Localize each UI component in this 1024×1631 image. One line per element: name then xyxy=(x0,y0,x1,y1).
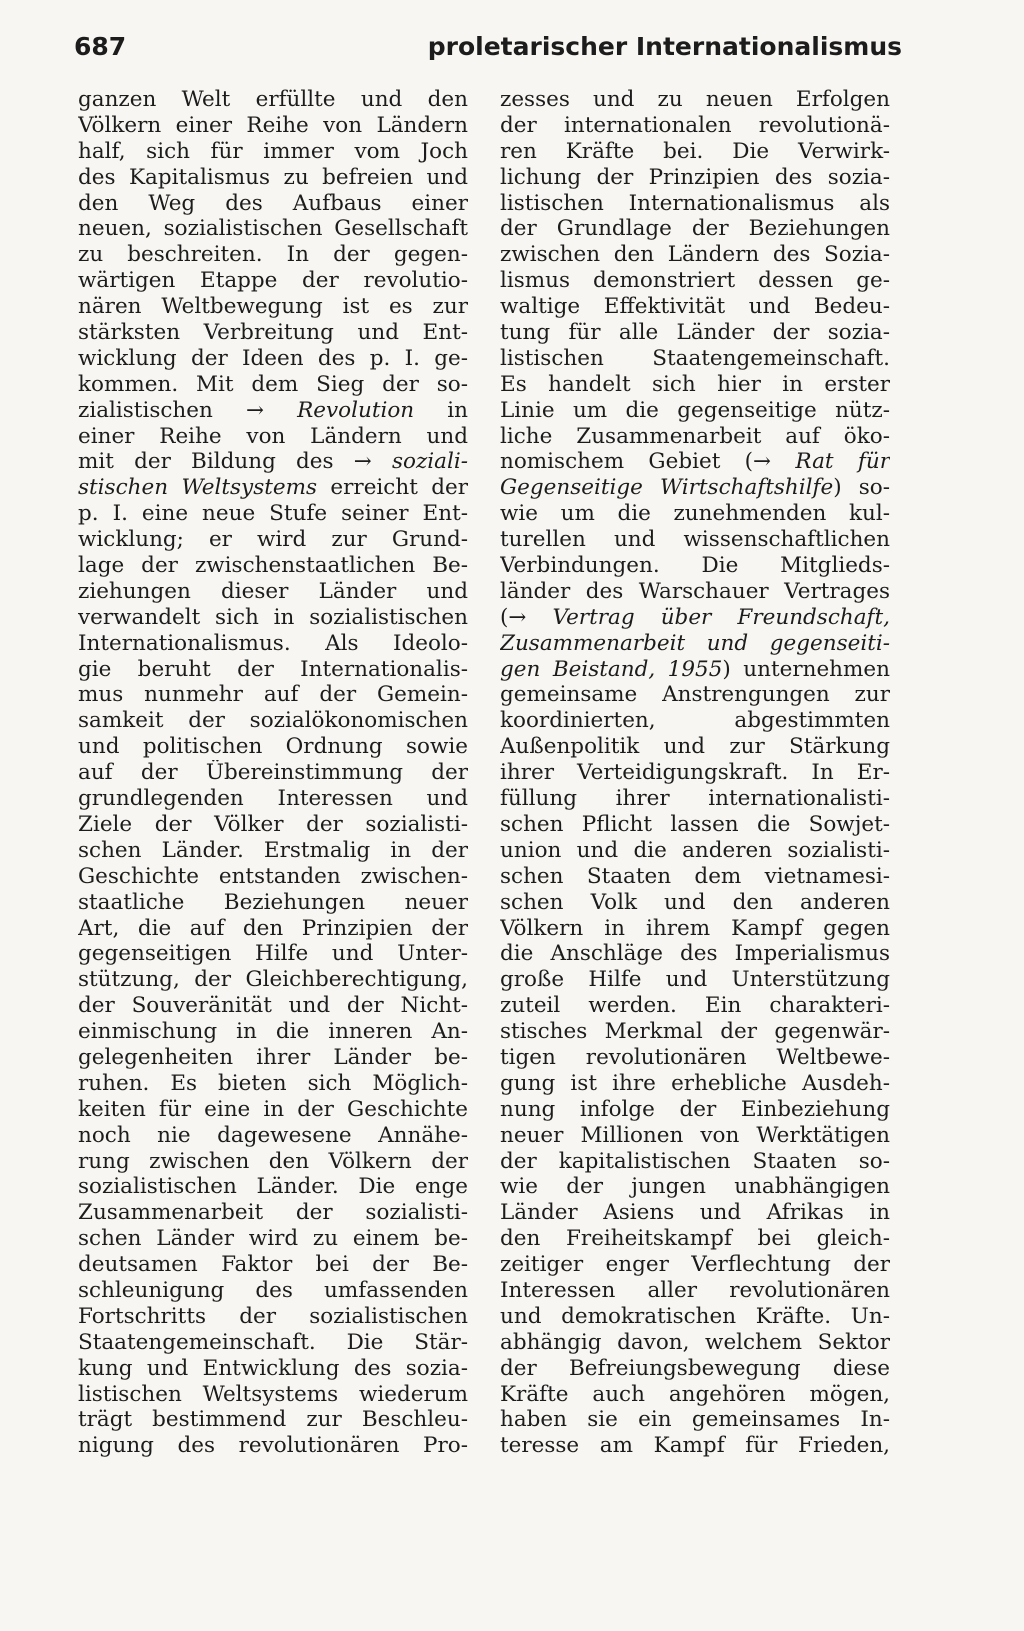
text-line xyxy=(500,553,890,579)
text-segment: listischen Weltsystems wiederum xyxy=(78,1381,468,1407)
text-line xyxy=(500,1356,890,1382)
text-segment: nären Weltbewegung ist es zur xyxy=(78,294,468,320)
text-line xyxy=(78,242,468,268)
text-segment: koordinierten, abgestimmten xyxy=(500,708,890,734)
text-segment: der Grundlage der Beziehungen xyxy=(500,216,890,242)
text-segment: lichung der Prinzipien des sozia- xyxy=(500,164,890,190)
text-line xyxy=(78,1278,468,1304)
text-line xyxy=(78,191,468,217)
text-line xyxy=(78,993,468,1019)
text-line xyxy=(78,346,468,372)
text-line xyxy=(78,1019,468,1045)
text-line xyxy=(500,165,890,191)
text-segment: schen Staaten dem vietnamesi- xyxy=(500,863,890,889)
text-segment: mus nunmehr auf der Gemein- xyxy=(78,682,468,708)
text-segment: stützung, der Gleichberechtigung, xyxy=(78,967,468,993)
text-segment: gegenseitigen Hilfe und Unter- xyxy=(78,941,468,967)
text-line xyxy=(78,838,468,864)
text-line xyxy=(500,1278,890,1304)
text-segment: rung zwischen den Völkern der xyxy=(78,1148,468,1174)
text-line xyxy=(500,398,890,424)
text-line xyxy=(78,1304,468,1330)
text-segment: zesses und zu neuen Erfolgen xyxy=(500,87,890,112)
text-line xyxy=(500,320,890,346)
text-line xyxy=(78,605,468,631)
text-line xyxy=(500,1149,890,1175)
text-line xyxy=(500,682,890,708)
text-segment: füllung ihrer internationalisti- xyxy=(500,786,890,812)
text-line xyxy=(500,424,890,450)
text-line xyxy=(500,760,890,786)
text-segment: deutsamen Faktor bei der Be- xyxy=(78,1252,468,1278)
text-line xyxy=(500,605,890,631)
text-line xyxy=(500,1019,890,1045)
text-segment: Verbindungen. Die Mitglieds- xyxy=(500,553,890,579)
cross-reference-text: stischen Weltsystems xyxy=(78,475,318,501)
text-line xyxy=(78,1045,468,1071)
text-line xyxy=(500,1252,890,1278)
text-segment: einmischung in die inneren An- xyxy=(78,1019,468,1045)
text-segment: die Anschläge des Imperialismus xyxy=(500,941,890,967)
text-segment: mit der Bildung des → xyxy=(78,449,392,475)
text-segment: Linie um die gegenseitige nütz- xyxy=(500,397,890,423)
text-line xyxy=(78,890,468,916)
cross-reference-text: Rat für xyxy=(795,449,890,475)
text-segment: schleunigung des umfassenden xyxy=(78,1277,468,1303)
text-line xyxy=(78,1123,468,1149)
text-segment: des Kapitalismus zu befreien und xyxy=(78,164,468,190)
text-line xyxy=(78,268,468,294)
text-line xyxy=(500,1200,890,1226)
text-segment: Völkern in ihrem Kampf gegen xyxy=(500,915,890,941)
text-segment: lage der zwischenstaatlichen Be- xyxy=(78,553,468,579)
text-line xyxy=(78,1226,468,1252)
text-segment: den Freiheitskampf bei gleich- xyxy=(500,1226,890,1252)
cross-reference-text: gen Beistand, 1955 xyxy=(500,656,723,682)
text-segment: sozialistischen Länder. Die enge xyxy=(78,1174,468,1200)
text-line xyxy=(500,113,890,139)
text-line xyxy=(78,372,468,398)
text-segment: wie der jungen unabhängigen xyxy=(500,1174,890,1200)
text-line xyxy=(500,786,890,812)
text-line xyxy=(500,1045,890,1071)
text-line xyxy=(78,424,468,450)
text-segment: ruhen. Es bieten sich Möglich- xyxy=(78,1070,468,1096)
text-line xyxy=(500,838,890,864)
text-segment: zialistischen → xyxy=(78,397,298,423)
text-segment: noch nie dagewesene Annähe- xyxy=(78,1122,468,1148)
text-segment: große Hilfe und Unterstützung xyxy=(500,967,890,993)
text-line xyxy=(78,657,468,683)
text-segment: der internationalen revolutionä- xyxy=(500,112,890,138)
text-segment: ihrer Verteidigungskraft. In Er- xyxy=(500,760,890,786)
text-segment: zwischen den Ländern des Sozia- xyxy=(500,242,890,268)
text-line xyxy=(500,268,890,294)
text-segment: stärksten Verbreitung und Ent- xyxy=(78,320,468,346)
text-segment: half, sich für immer vom Joch xyxy=(78,138,468,164)
text-line xyxy=(78,786,468,812)
text-segment: länder des Warschauer Vertrages xyxy=(500,578,890,604)
text-line xyxy=(500,734,890,760)
text-segment: erreicht der xyxy=(317,475,468,501)
text-segment: gung ist ihre erhebliche Ausdeh- xyxy=(500,1070,890,1096)
text-line xyxy=(78,708,468,734)
text-segment: wicklung der Ideen des p. I. ge- xyxy=(78,345,468,371)
text-segment: p. I. eine neue Stufe seiner Ent- xyxy=(78,501,468,527)
text-line xyxy=(500,294,890,320)
text-line xyxy=(500,1174,890,1200)
text-segment: ) unternehmen xyxy=(722,656,890,682)
text-segment: zu beschreiten. In der gegen- xyxy=(78,242,468,268)
text-segment: auf der Übereinstimmung der xyxy=(78,760,468,786)
text-segment: zeitiger enger Verflechtung der xyxy=(500,1252,890,1278)
cross-reference-text: Gegenseitige Wirtschaftshilfe xyxy=(500,475,834,501)
text-line xyxy=(500,864,890,890)
text-line xyxy=(78,216,468,242)
text-segment: nomischem Gebiet (→ xyxy=(500,449,796,475)
text-line xyxy=(78,139,468,165)
text-line xyxy=(500,346,890,372)
text-segment: tigen revolutionären Weltbewe- xyxy=(500,1044,890,1070)
text-segment: Staatengemeinschaft. Die Stär- xyxy=(78,1329,468,1355)
text-line xyxy=(78,941,468,967)
text-line xyxy=(500,216,890,242)
text-segment: listischen Staatengemeinschaft. xyxy=(500,345,890,371)
text-segment: neuer Millionen von Werktätigen xyxy=(500,1122,890,1148)
text-line xyxy=(78,1097,468,1123)
text-line xyxy=(78,501,468,527)
text-segment: den Weg des Aufbaus einer xyxy=(78,190,468,216)
text-segment: keiten für eine in der Geschichte xyxy=(78,1096,468,1122)
text-segment: der Befreiungsbewegung diese xyxy=(500,1355,890,1381)
text-segment: wärtigen Etappe der revolutio- xyxy=(78,268,468,294)
cross-reference-text: Revolution xyxy=(297,397,415,423)
text-line xyxy=(78,967,468,993)
text-line xyxy=(500,1123,890,1149)
text-segment: kommen. Mit dem Sieg der so- xyxy=(78,371,468,397)
text-segment: schen Länder wird zu einem be- xyxy=(78,1226,468,1252)
text-segment: Zusammenarbeit der sozialisti- xyxy=(78,1200,468,1226)
text-segment: haben sie ein gemeinsames In- xyxy=(500,1407,890,1433)
text-segment: zuteil werden. Ein charakteri- xyxy=(500,993,890,1019)
text-line xyxy=(78,682,468,708)
text-line xyxy=(78,864,468,890)
text-line xyxy=(78,113,468,139)
text-line xyxy=(78,87,468,113)
text-segment: kung und Entwicklung des sozia- xyxy=(78,1355,468,1381)
running-head: proletarischer Internationalismus xyxy=(427,32,902,61)
text-line xyxy=(500,87,890,113)
text-line xyxy=(78,320,468,346)
text-line xyxy=(500,1330,890,1356)
text-segment: wie um die zunehmenden kul- xyxy=(500,501,890,527)
text-segment: teresse am Kampf für Frieden, xyxy=(500,1433,890,1459)
text-line xyxy=(78,631,468,657)
text-line xyxy=(500,1226,890,1252)
text-segment: turellen und wissenschaftlichen xyxy=(500,527,890,553)
text-segment: lismus demonstriert dessen ge- xyxy=(500,268,890,294)
text-segment: schen Länder. Erstmalig in der xyxy=(78,837,468,863)
text-segment: ziehungen dieser Länder und xyxy=(78,578,468,604)
text-line xyxy=(500,1071,890,1097)
cross-reference-text: soziali- xyxy=(391,449,468,475)
text-line xyxy=(78,1382,468,1408)
text-line xyxy=(500,501,890,527)
cross-reference-text: Vertrag über Freundschaft, xyxy=(552,604,890,630)
text-segment: Interessen aller revolutionären xyxy=(500,1277,890,1303)
text-segment: Art, die auf den Prinzipien der xyxy=(78,915,468,941)
text-line xyxy=(500,527,890,553)
text-line xyxy=(78,553,468,579)
text-segment: listischen Internationalismus als xyxy=(500,190,890,216)
text-line xyxy=(78,294,468,320)
text-line xyxy=(78,449,468,475)
text-segment: der kapitalistischen Staaten so- xyxy=(500,1148,890,1174)
text-segment: ganzen Welt erfüllte und den xyxy=(78,87,468,112)
text-segment: liche Zusammenarbeit auf öko- xyxy=(500,423,890,449)
text-line xyxy=(78,1200,468,1226)
text-line xyxy=(78,165,468,191)
text-segment: Internationalismus. Als Ideolo- xyxy=(78,630,468,656)
text-segment: stisches Merkmal der gegenwär- xyxy=(500,1019,890,1045)
text-line xyxy=(500,657,890,683)
text-line xyxy=(500,139,890,165)
text-line xyxy=(78,1330,468,1356)
text-line xyxy=(500,941,890,967)
text-segment: ren Kräfte bei. Die Verwirk- xyxy=(500,138,890,164)
text-line xyxy=(500,890,890,916)
text-segment: Länder Asiens und Afrikas in xyxy=(500,1200,890,1226)
text-segment: schen Volk und den anderen xyxy=(500,889,890,915)
text-segment: staatliche Beziehungen neuer xyxy=(78,889,468,915)
page-number: 687 xyxy=(74,32,127,61)
text-line xyxy=(78,475,468,501)
text-segment: ) so- xyxy=(833,475,890,501)
cross-reference-text: Zusammenarbeit und gegenseiti- xyxy=(500,630,890,656)
text-line xyxy=(78,760,468,786)
text-segment: neuen, sozialistischen Gesellschaft xyxy=(78,216,468,242)
text-line xyxy=(500,372,890,398)
text-line xyxy=(78,734,468,760)
text-line xyxy=(78,1407,468,1433)
text-line xyxy=(78,1174,468,1200)
text-line xyxy=(500,916,890,942)
text-segment: samkeit der sozialökonomischen xyxy=(78,708,468,734)
text-segment: gemeinsame Anstrengungen zur xyxy=(500,682,890,708)
text-segment: schen Pflicht lassen die Sowjet- xyxy=(500,811,890,837)
text-line xyxy=(78,1433,468,1459)
text-line xyxy=(78,1149,468,1175)
text-column-right xyxy=(500,87,890,1459)
text-segment: Außenpolitik und zur Stärkung xyxy=(500,734,890,760)
text-line xyxy=(500,1382,890,1408)
text-line xyxy=(500,967,890,993)
text-segment: wicklung; er wird zur Grund- xyxy=(78,527,468,553)
text-segment: der Souveränität und der Nicht- xyxy=(78,993,468,1019)
text-segment: grundlegenden Interessen und xyxy=(78,786,468,812)
text-segment: union und die anderen sozialisti- xyxy=(500,837,890,863)
text-segment: Ziele der Völker der sozialisti- xyxy=(78,811,468,837)
text-line xyxy=(500,708,890,734)
text-line xyxy=(500,242,890,268)
text-column-left xyxy=(78,87,468,1459)
text-segment: verwandelt sich in sozialistischen xyxy=(78,604,468,630)
text-line xyxy=(500,191,890,217)
text-segment: Es handelt sich hier in erster xyxy=(500,371,890,397)
text-segment: (→ xyxy=(500,604,553,630)
text-line xyxy=(500,449,890,475)
text-line xyxy=(78,812,468,838)
text-line xyxy=(500,1433,890,1459)
text-segment: nigung des revolutionären Pro- xyxy=(78,1433,468,1459)
text-segment: trägt bestimmend zur Beschleu- xyxy=(78,1407,468,1433)
text-line xyxy=(500,631,890,657)
text-line xyxy=(500,993,890,1019)
text-segment: einer Reihe von Ländern und xyxy=(78,423,468,449)
text-segment: gie beruht der Internationalis- xyxy=(78,656,468,682)
text-line xyxy=(78,1071,468,1097)
text-segment: und politischen Ordnung sowie xyxy=(78,734,468,760)
text-segment: Völkern einer Reihe von Ländern xyxy=(78,112,468,138)
text-line xyxy=(500,1097,890,1123)
text-segment: nung infolge der Einbeziehung xyxy=(500,1096,890,1122)
text-segment: Kräfte auch angehören mögen, xyxy=(500,1381,890,1407)
text-line xyxy=(78,398,468,424)
text-segment: Geschichte entstanden zwischen- xyxy=(78,863,468,889)
text-line xyxy=(500,1304,890,1330)
text-segment: tung für alle Länder der sozia- xyxy=(500,320,890,346)
text-line xyxy=(78,527,468,553)
text-line xyxy=(500,475,890,501)
text-segment: waltige Effektivität und Bedeu- xyxy=(500,294,890,320)
text-segment: abhängig davon, welchem Sektor xyxy=(500,1329,890,1355)
text-segment: in xyxy=(414,397,468,423)
text-segment: gelegenheiten ihrer Länder be- xyxy=(78,1044,468,1070)
text-line xyxy=(500,812,890,838)
text-line xyxy=(78,1356,468,1382)
text-line xyxy=(500,1407,890,1433)
text-segment: und demokratischen Kräfte. Un- xyxy=(500,1303,890,1329)
text-line xyxy=(78,916,468,942)
text-segment: Fortschritts der sozialistischen xyxy=(78,1303,468,1329)
text-line xyxy=(500,579,890,605)
text-line xyxy=(78,579,468,605)
text-line xyxy=(78,1252,468,1278)
